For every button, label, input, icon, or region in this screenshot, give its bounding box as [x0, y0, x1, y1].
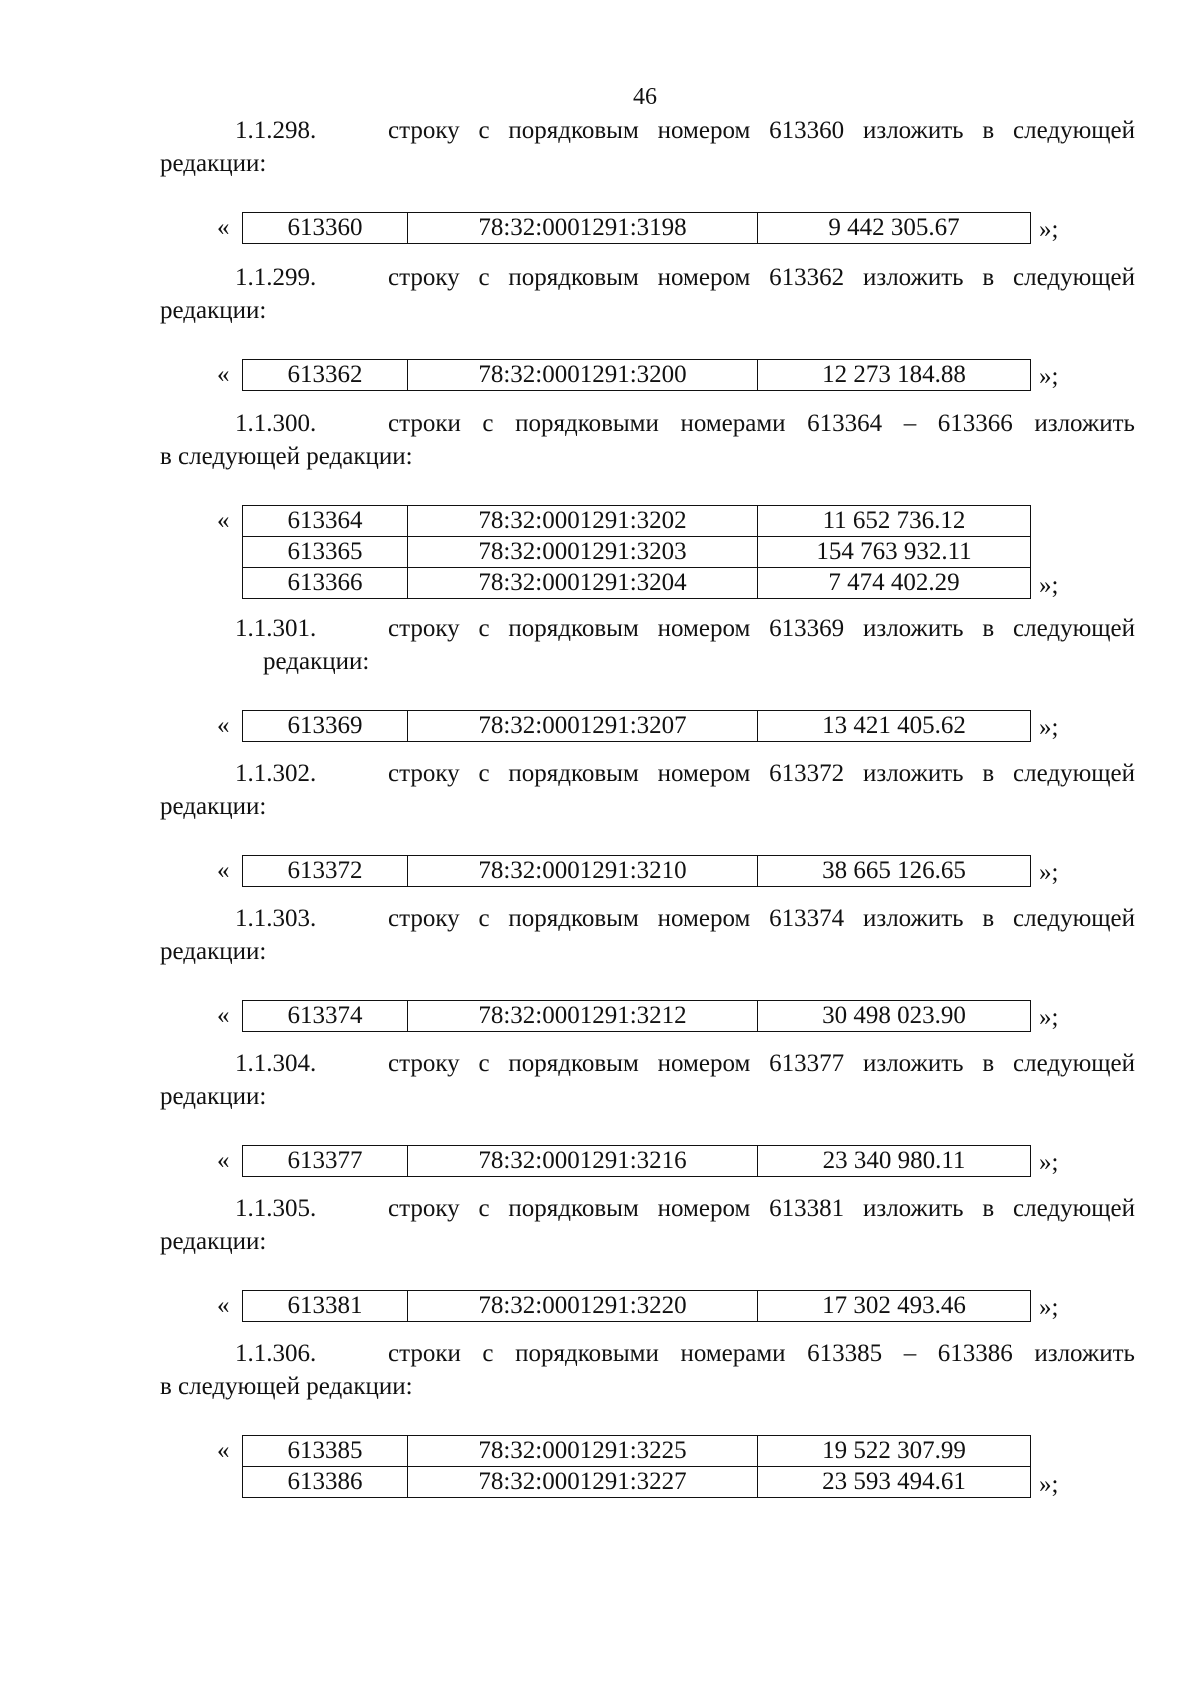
word: изложить [1034, 410, 1135, 437]
item-text-continuation: в следующей редакции: [160, 1373, 413, 1400]
close-quote: »; [1039, 572, 1059, 599]
word: изложить [862, 1195, 964, 1222]
table-row [243, 1467, 1031, 1498]
close-quote: »; [1039, 1149, 1059, 1176]
word: следующей [1013, 1050, 1135, 1077]
table-block [160, 855, 1135, 887]
word: номером [657, 264, 751, 291]
word: следующей [1013, 615, 1135, 642]
open-quote: « [217, 507, 230, 534]
word: строку [388, 760, 460, 787]
close-quote: »; [1039, 859, 1059, 886]
cadastral-number-cell: 78:32:0001291:3198 [408, 213, 758, 244]
word: в [982, 1195, 995, 1222]
word: изложить [862, 117, 964, 144]
amendment-paragraph [160, 1047, 1135, 1113]
item-text-line [388, 1192, 1135, 1225]
word: с [478, 760, 490, 787]
value-cell: 12 273 184.88 [758, 360, 1031, 391]
word: 613364 [807, 410, 883, 437]
data-table [242, 1435, 1031, 1498]
word: порядковым [508, 615, 639, 642]
amendment-item [160, 1337, 1135, 1498]
table-row [243, 1436, 1031, 1467]
open-quote: « [217, 857, 230, 884]
table-block [160, 1000, 1135, 1032]
word: строку [388, 615, 460, 642]
word: с [478, 117, 490, 144]
table-row [243, 1291, 1031, 1322]
table-row [243, 213, 1031, 244]
word: в [982, 264, 995, 291]
item-text-line [388, 407, 1135, 440]
item-number: 1.1.300. [235, 410, 317, 437]
item-text-continuation: редакции: [160, 1083, 267, 1110]
word: номером [657, 117, 751, 144]
word: строки [388, 410, 461, 437]
value-cell: 7 474 402.29 [758, 568, 1031, 599]
item-text-continuation: редакции: [160, 793, 267, 820]
word: строку [388, 905, 460, 932]
table-block [160, 1290, 1135, 1322]
item-number: 1.1.298. [235, 117, 317, 144]
word: с [478, 264, 490, 291]
cadastral-number-cell: 78:32:0001291:3202 [408, 506, 758, 537]
item-number: 1.1.306. [235, 1340, 317, 1367]
word: строку [388, 264, 460, 291]
word: номером [657, 615, 751, 642]
word: с [482, 1340, 494, 1367]
cadastral-number-cell: 78:32:0001291:3204 [408, 568, 758, 599]
table-row [243, 537, 1031, 568]
value-cell: 17 302 493.46 [758, 1291, 1031, 1322]
open-quote: « [217, 1147, 230, 1174]
amendment-item [160, 261, 1135, 391]
amendment-item [160, 757, 1135, 887]
close-quote: »; [1039, 1004, 1059, 1031]
value-cell: 13 421 405.62 [758, 711, 1031, 742]
open-quote: « [217, 1002, 230, 1029]
item-text-line [388, 757, 1135, 790]
word: следующей [1013, 1195, 1135, 1222]
item-text-line [388, 902, 1135, 935]
data-table [242, 359, 1031, 391]
row-number-cell: 613364 [243, 506, 408, 537]
word: порядковым [508, 760, 639, 787]
word: 613372 [769, 760, 845, 787]
row-number-cell: 613360 [243, 213, 408, 244]
item-text-continuation: редакции: [263, 648, 370, 675]
word: номером [657, 760, 751, 787]
item-text-continuation: редакции: [160, 150, 267, 177]
amendment-paragraph [160, 261, 1135, 327]
table-row [243, 506, 1031, 537]
word: строки [388, 1340, 461, 1367]
word: номерами [680, 410, 786, 437]
row-number-cell: 613365 [243, 537, 408, 568]
word: порядковым [508, 264, 639, 291]
word: с [482, 410, 494, 437]
amendment-item [160, 407, 1135, 599]
open-quote: « [217, 712, 230, 739]
word: номером [657, 1195, 751, 1222]
value-cell: 23 340 980.11 [758, 1146, 1031, 1177]
cadastral-number-cell: 78:32:0001291:3212 [408, 1001, 758, 1032]
open-quote: « [217, 1437, 230, 1464]
data-table [242, 505, 1031, 599]
row-number-cell: 613377 [243, 1146, 408, 1177]
item-text-continuation: в следующей редакции: [160, 443, 413, 470]
data-table [242, 1000, 1031, 1032]
amendment-paragraph [160, 407, 1135, 473]
cadastral-number-cell: 78:32:0001291:3207 [408, 711, 758, 742]
word: номером [657, 905, 751, 932]
open-quote: « [217, 214, 230, 241]
value-cell: 154 763 932.11 [758, 537, 1031, 568]
item-number: 1.1.302. [235, 760, 317, 787]
data-table [242, 1145, 1031, 1177]
word: изложить [862, 264, 964, 291]
word: 613369 [769, 615, 845, 642]
row-number-cell: 613374 [243, 1001, 408, 1032]
word: порядковыми [515, 410, 659, 437]
word: следующей [1013, 905, 1135, 932]
word: следующей [1013, 264, 1135, 291]
cadastral-number-cell: 78:32:0001291:3216 [408, 1146, 758, 1177]
word: в [982, 615, 995, 642]
item-text-continuation: редакции: [160, 297, 267, 324]
row-number-cell: 613385 [243, 1436, 408, 1467]
word: следующей [1013, 760, 1135, 787]
word: 613366 [937, 410, 1013, 437]
amendment-item [160, 1192, 1135, 1322]
word: в [982, 1050, 995, 1077]
cadastral-number-cell: 78:32:0001291:3220 [408, 1291, 758, 1322]
data-table [242, 1290, 1031, 1322]
value-cell: 11 652 736.12 [758, 506, 1031, 537]
amendment-paragraph [160, 1337, 1135, 1403]
word: порядковым [508, 905, 639, 932]
word: в [982, 760, 995, 787]
word: изложить [1034, 1340, 1135, 1367]
item-number: 1.1.301. [235, 615, 317, 642]
word: изложить [862, 1050, 964, 1077]
word: 613374 [769, 905, 845, 932]
open-quote: « [217, 361, 230, 388]
word: номерами [680, 1340, 786, 1367]
word: с [478, 1195, 490, 1222]
open-quote: « [217, 1292, 230, 1319]
close-quote: »; [1039, 714, 1059, 741]
table-row [243, 711, 1031, 742]
row-number-cell: 613366 [243, 568, 408, 599]
value-cell: 23 593 494.61 [758, 1467, 1031, 1498]
close-quote: »; [1039, 1294, 1059, 1321]
table-block [160, 505, 1135, 599]
word: строку [388, 1050, 460, 1077]
amendment-item [160, 114, 1135, 244]
value-cell: 38 665 126.65 [758, 856, 1031, 887]
word: с [478, 1050, 490, 1077]
data-table [242, 212, 1031, 244]
row-number-cell: 613372 [243, 856, 408, 887]
word: изложить [862, 760, 964, 787]
word: – [903, 1340, 917, 1367]
word: в [982, 117, 995, 144]
word: 613381 [769, 1195, 845, 1222]
word: изложить [862, 615, 964, 642]
cadastral-number-cell: 78:32:0001291:3227 [408, 1467, 758, 1498]
word: с [478, 615, 490, 642]
amendment-paragraph [160, 757, 1135, 823]
table-row [243, 568, 1031, 599]
word: порядковыми [515, 1340, 659, 1367]
word: 613360 [769, 117, 845, 144]
amendment-item [160, 612, 1135, 742]
table-block [160, 710, 1135, 742]
data-table [242, 710, 1031, 742]
close-quote: »; [1039, 363, 1059, 390]
table-row [243, 856, 1031, 887]
data-table [242, 855, 1031, 887]
item-text-line [388, 261, 1135, 294]
cadastral-number-cell: 78:32:0001291:3203 [408, 537, 758, 568]
word: изложить [862, 905, 964, 932]
close-quote: »; [1039, 216, 1059, 243]
word: 613362 [769, 264, 845, 291]
word: номером [657, 1050, 751, 1077]
table-block [160, 1435, 1135, 1498]
item-text-line [388, 1337, 1135, 1370]
table-row [243, 360, 1031, 391]
word: 613377 [769, 1050, 845, 1077]
amendment-paragraph [160, 902, 1135, 968]
table-block [160, 359, 1135, 391]
row-number-cell: 613386 [243, 1467, 408, 1498]
cadastral-number-cell: 78:32:0001291:3225 [408, 1436, 758, 1467]
item-text-line [388, 114, 1135, 147]
word: в [982, 905, 995, 932]
amendment-item [160, 902, 1135, 1032]
close-quote: »; [1039, 1470, 1059, 1498]
amendment-paragraph [160, 1192, 1135, 1258]
word: строку [388, 1195, 460, 1222]
table-row [243, 1146, 1031, 1177]
item-number: 1.1.305. [235, 1195, 317, 1222]
value-cell: 30 498 023.90 [758, 1001, 1031, 1032]
amendment-paragraph [160, 114, 1135, 180]
item-text-line [388, 612, 1135, 645]
item-text-line [388, 1047, 1135, 1080]
value-cell: 9 442 305.67 [758, 213, 1031, 244]
amendment-paragraph [160, 612, 1135, 678]
row-number-cell: 613362 [243, 360, 408, 391]
word: строку [388, 117, 460, 144]
word: следующей [1013, 117, 1135, 144]
word: порядковым [508, 1195, 639, 1222]
item-number: 1.1.304. [235, 1050, 317, 1077]
word: 613386 [937, 1340, 1013, 1367]
word: порядковым [508, 117, 639, 144]
word: – [903, 410, 917, 437]
table-block [160, 212, 1135, 244]
page-number: 46 [633, 84, 657, 110]
item-number: 1.1.303. [235, 905, 317, 932]
cadastral-number-cell: 78:32:0001291:3200 [408, 360, 758, 391]
item-text-continuation: редакции: [160, 1228, 267, 1255]
item-number: 1.1.299. [235, 264, 317, 291]
row-number-cell: 613369 [243, 711, 408, 742]
value-cell: 19 522 307.99 [758, 1436, 1031, 1467]
table-block [160, 1145, 1135, 1177]
word: с [478, 905, 490, 932]
amendment-item [160, 1047, 1135, 1177]
item-text-continuation: редакции: [160, 938, 267, 965]
word: порядковым [508, 1050, 639, 1077]
table-row [243, 1001, 1031, 1032]
word: 613385 [807, 1340, 883, 1367]
cadastral-number-cell: 78:32:0001291:3210 [408, 856, 758, 887]
row-number-cell: 613381 [243, 1291, 408, 1322]
